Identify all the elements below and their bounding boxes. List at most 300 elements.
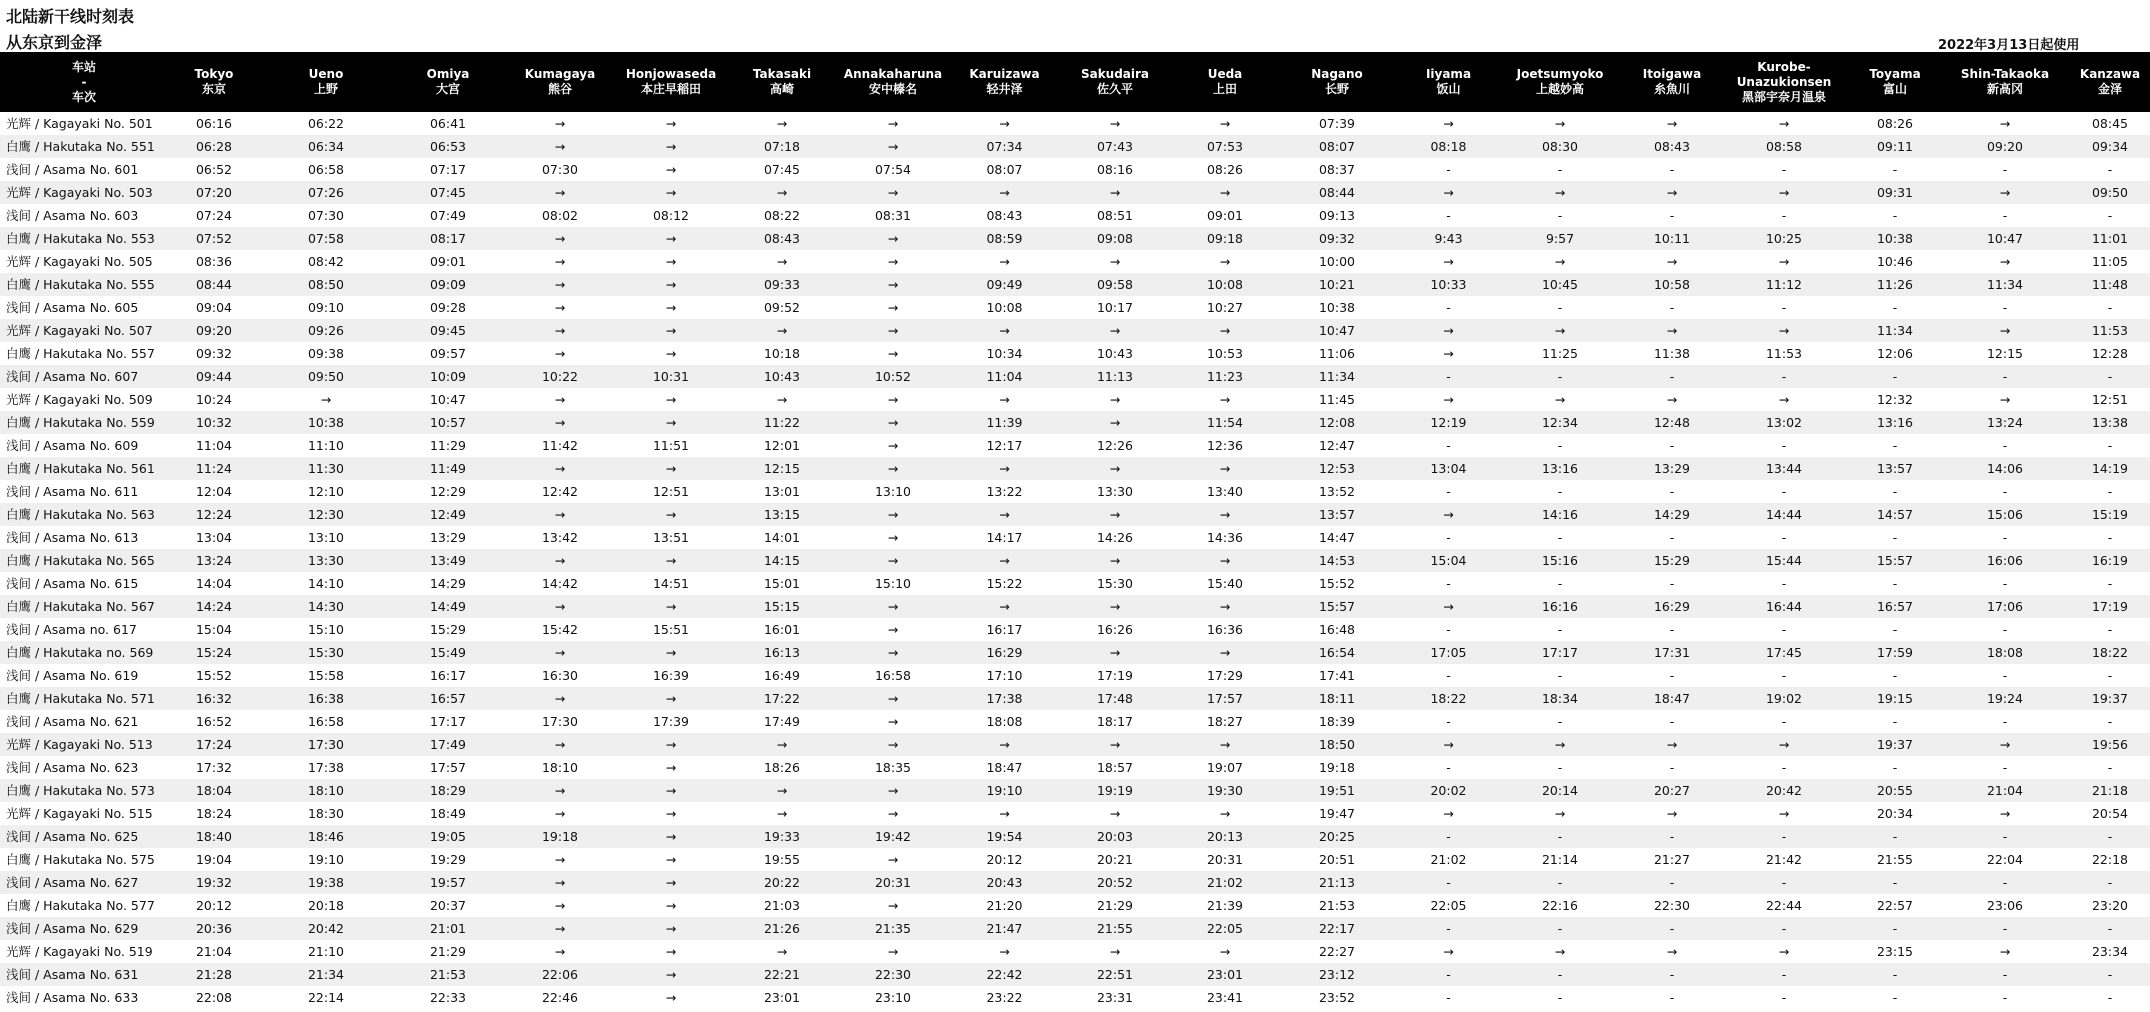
time-cell: → (1666, 116, 1678, 131)
time-cell: 12:01 (763, 438, 801, 453)
table-row (0, 894, 2150, 917)
time-cell: 12:47 (1318, 438, 1356, 453)
time-cell: 20:42 (1728, 779, 1840, 802)
time-cell: 18:30 (307, 806, 345, 821)
train-name: 光辉 / Kagayaki No. 501 (6, 116, 153, 131)
time-cell: → (616, 411, 726, 434)
station-name-zh: 糸魚川 (1653, 82, 1690, 96)
time-cell: 11:23 (1169, 365, 1281, 388)
time-cell: 14:51 (652, 576, 690, 591)
time-cell: 12:28 (2091, 346, 2129, 361)
time-cell: → (665, 254, 677, 269)
station-name-en: Honjowaseda (625, 67, 717, 81)
table-row (0, 986, 2150, 1009)
time-cell: → (887, 392, 899, 407)
time-cell: → (1504, 181, 1616, 204)
time-cell: 16:36 (1206, 622, 1244, 637)
time-cell: 10:33 (1393, 273, 1504, 296)
time-cell: 21:14 (1541, 852, 1579, 867)
time-cell: - (1840, 917, 1950, 940)
time-cell: 16:19 (2060, 549, 2150, 572)
time-cell: → (1169, 595, 1281, 618)
time-cell: 17:38 (307, 760, 345, 775)
header-row (0, 52, 2150, 112)
time-cell: 19:29 (429, 852, 467, 867)
time-cell: 18:49 (429, 806, 467, 821)
time-cell: → (1169, 733, 1281, 756)
time-cell: 17:32 (195, 760, 233, 775)
time-cell: → (1169, 319, 1281, 342)
time-cell: → (1061, 457, 1169, 480)
time-cell: 07:58 (260, 227, 392, 250)
page-title: 北陆新干线时刻表 (6, 7, 135, 26)
time-cell: → (665, 944, 677, 959)
time-cell: 16:01 (763, 622, 801, 637)
time-cell: 21:29 (1096, 898, 1134, 913)
time-cell: → (1778, 944, 1790, 959)
table-row (0, 733, 2150, 756)
station-header (260, 52, 392, 112)
time-cell: 21:02 (1430, 852, 1467, 867)
time-cell: 10:43 (1096, 346, 1134, 361)
time-cell: - (1446, 438, 1451, 453)
time-cell: - (2002, 714, 2008, 729)
time-cell: 11:51 (652, 438, 690, 453)
time-cell: 10:46 (1876, 254, 1914, 269)
time-cell: 21:10 (307, 944, 345, 959)
time-cell: → (554, 898, 566, 913)
time-cell: - (1393, 871, 1504, 894)
time-cell: → (1443, 346, 1454, 361)
time-cell: 14:17 (986, 530, 1023, 545)
time-cell: 20:25 (1281, 825, 1393, 848)
time-cell: 09:10 (307, 300, 345, 315)
time-cell: 15:30 (260, 641, 392, 664)
time-cell: 07:30 (541, 162, 579, 177)
time-cell: 19:04 (195, 852, 233, 867)
time-cell: - (1446, 162, 1451, 177)
time-cell: - (1669, 162, 1675, 177)
time-cell: 08:50 (260, 273, 392, 296)
time-cell: 13:04 (1393, 457, 1504, 480)
time-cell: 17:06 (1950, 595, 2060, 618)
time-cell: 11:45 (1318, 392, 1356, 407)
time-cell: 15:10 (307, 622, 345, 637)
time-cell: 22:42 (948, 963, 1061, 986)
time-cell: 09:38 (307, 346, 345, 361)
time-cell: 10:09 (392, 365, 504, 388)
train-name: 白鹰 / Hakutaka No. 573 (0, 779, 168, 802)
station-header (1840, 52, 1950, 112)
time-cell: 07:54 (874, 162, 912, 177)
train-name: 光辉 / Kagayaki No. 515 (6, 806, 153, 821)
time-cell: 08:17 (392, 227, 504, 250)
station-name-en: Kurobe-Unazukionsen (1736, 59, 1832, 89)
table-row (0, 227, 2150, 250)
corner-mid: - (81, 74, 87, 89)
time-cell: - (1892, 438, 1898, 453)
time-cell: 18:11 (1281, 687, 1393, 710)
time-cell: 12:51 (2091, 392, 2129, 407)
time-cell: 11:25 (1541, 346, 1579, 361)
time-cell: 20:14 (1504, 779, 1616, 802)
time-cell: 18:08 (986, 714, 1023, 729)
time-cell: 18:29 (392, 779, 504, 802)
time-cell: - (2002, 990, 2008, 1005)
time-cell: 20:12 (195, 898, 233, 913)
time-cell: 18:04 (168, 779, 260, 802)
time-cell: 21:34 (260, 963, 392, 986)
time-cell: - (1781, 300, 1787, 315)
time-cell: → (504, 181, 616, 204)
train-name: 白鹰 / Hakutaka No. 577 (6, 898, 155, 913)
table-row (0, 871, 2150, 894)
time-cell: 13:01 (763, 484, 801, 499)
time-cell: - (1504, 917, 1616, 940)
table-row (0, 595, 2150, 618)
time-cell: → (838, 227, 948, 250)
train-name: 浅间 / Asama No. 623 (6, 760, 139, 775)
time-cell: 14:24 (168, 595, 260, 618)
time-cell: → (616, 641, 726, 664)
time-cell: 23:01 (1169, 963, 1281, 986)
time-cell: - (2060, 871, 2150, 894)
time-cell: 10:22 (504, 365, 616, 388)
time-cell: → (504, 457, 616, 480)
time-cell: 13:15 (726, 503, 838, 526)
time-cell: → (1504, 733, 1616, 756)
train-name: 浅间 / Asama No. 627 (0, 871, 168, 894)
time-cell: → (838, 273, 948, 296)
station-name-zh: 新高冈 (1986, 82, 2023, 96)
time-cell: - (1669, 576, 1675, 591)
time-cell: - (1616, 917, 1728, 940)
time-cell: → (554, 116, 566, 131)
page-subtitle: 从东京到金泽 (6, 33, 103, 52)
time-cell: 13:57 (1840, 457, 1950, 480)
time-cell: - (1892, 990, 1898, 1005)
time-cell: 09:44 (168, 365, 260, 388)
time-cell: 17:45 (1728, 641, 1840, 664)
time-cell: - (2107, 990, 2113, 1005)
time-cell: 17:19 (1096, 668, 1134, 683)
time-cell: 11:30 (260, 457, 392, 480)
time-cell: 08:12 (652, 208, 690, 223)
train-name: 光辉 / Kagayaki No. 503 (0, 181, 168, 204)
time-cell: → (726, 319, 838, 342)
time-cell: - (1504, 871, 1616, 894)
time-cell: - (1557, 208, 1563, 223)
time-cell: 22:21 (726, 963, 838, 986)
time-cell: → (1219, 392, 1231, 407)
time-cell: 14:01 (763, 530, 801, 545)
time-cell: 07:53 (1169, 135, 1281, 158)
time-cell: 15:40 (1206, 576, 1244, 591)
time-cell: - (2002, 622, 2008, 637)
time-cell: → (776, 944, 788, 959)
time-cell: 09:45 (392, 319, 504, 342)
time-cell: 21:20 (986, 898, 1023, 913)
time-cell: 08:30 (1504, 135, 1616, 158)
train-name: 白鹰 / Hakutaka No. 555 (0, 273, 168, 296)
time-cell: 09:32 (1281, 227, 1393, 250)
time-cell: 19:05 (392, 825, 504, 848)
time-cell: 15:30 (1096, 576, 1134, 591)
train-name: 光辉 / Kagayaki No. 519 (6, 944, 153, 959)
time-cell: - (1781, 162, 1787, 177)
time-cell: → (1109, 944, 1121, 959)
time-cell: 22:51 (1061, 963, 1169, 986)
time-cell: 09:49 (948, 273, 1061, 296)
time-cell: → (838, 687, 948, 710)
time-cell: 22:27 (1318, 944, 1356, 959)
time-cell: → (1728, 319, 1840, 342)
time-cell: 18:47 (1616, 687, 1728, 710)
time-cell: - (1728, 825, 1840, 848)
time-cell: → (948, 549, 1061, 572)
time-cell: 13:10 (874, 484, 912, 499)
time-cell: 10:08 (986, 300, 1023, 315)
time-cell: - (1446, 484, 1451, 499)
time-cell: 19:18 (1318, 760, 1356, 775)
time-cell: - (1781, 484, 1787, 499)
time-cell: 17:49 (763, 714, 801, 729)
time-cell: → (887, 300, 899, 315)
station-header (392, 52, 504, 112)
time-cell: → (665, 162, 677, 177)
time-cell: → (776, 116, 788, 131)
timetable (0, 52, 2150, 1009)
time-cell: - (1950, 917, 2060, 940)
time-cell: 10:43 (726, 365, 838, 388)
time-cell: → (1999, 392, 2011, 407)
train-name: 白鹰 / Hakutaka No. 561 (0, 457, 168, 480)
time-cell: 14:57 (1840, 503, 1950, 526)
time-cell: 18:26 (763, 760, 801, 775)
time-cell: 08:51 (1096, 208, 1134, 223)
time-cell: 20:55 (1840, 779, 1950, 802)
time-cell: 12:24 (168, 503, 260, 526)
time-cell: → (1393, 733, 1504, 756)
train-name: 浅间 / Asama No. 601 (6, 162, 139, 177)
station-name-en: Kanzawa (2079, 67, 2141, 81)
time-cell: → (1061, 733, 1169, 756)
time-cell: 18:17 (1096, 714, 1134, 729)
time-cell: → (838, 319, 948, 342)
table-row (0, 917, 2150, 940)
time-cell: → (554, 300, 566, 315)
time-cell: → (1504, 319, 1616, 342)
time-cell: → (1616, 733, 1728, 756)
time-cell: - (1557, 714, 1563, 729)
time-cell: - (1892, 530, 1898, 545)
station-name-zh: 金泽 (2097, 82, 2122, 96)
time-cell: → (1393, 595, 1504, 618)
time-cell: 15:52 (1318, 576, 1356, 591)
time-cell: - (1557, 576, 1563, 591)
time-cell: → (999, 254, 1010, 269)
time-cell: → (887, 116, 899, 131)
table-row (0, 296, 2150, 319)
time-cell: 11:42 (541, 438, 579, 453)
time-cell: → (838, 733, 948, 756)
time-cell: 13:30 (260, 549, 392, 572)
time-cell: 10:31 (616, 365, 726, 388)
time-cell: 15:58 (307, 668, 345, 683)
train-name: 浅间 / Asama No. 633 (6, 990, 139, 1005)
time-cell: 11:13 (1061, 365, 1169, 388)
time-cell: 08:44 (168, 273, 260, 296)
time-cell: - (1446, 300, 1451, 315)
time-cell: 21:35 (838, 917, 948, 940)
time-cell: 12:48 (1616, 411, 1728, 434)
station-name-en: Kumagaya (524, 67, 596, 81)
time-cell: → (665, 760, 677, 775)
time-cell: 21:04 (195, 944, 233, 959)
time-cell: 09:28 (429, 300, 467, 315)
time-cell: → (838, 457, 948, 480)
time-cell: → (616, 963, 726, 986)
time-cell: 08:59 (948, 227, 1061, 250)
train-name: 光辉 / Kagayaki No. 507 (0, 319, 168, 342)
time-cell: 17:10 (986, 668, 1023, 683)
time-cell: 12:06 (1876, 346, 1914, 361)
time-cell: 16:16 (1504, 595, 1616, 618)
time-cell: 21:29 (429, 944, 467, 959)
time-cell: → (665, 990, 677, 1005)
time-cell: → (1061, 641, 1169, 664)
time-cell: → (1554, 944, 1566, 959)
time-cell: 23:10 (874, 990, 912, 1005)
time-cell: 11:39 (948, 411, 1061, 434)
time-cell: 11:10 (307, 438, 345, 453)
time-cell: → (1169, 457, 1281, 480)
time-cell: - (1446, 622, 1451, 637)
time-cell: 22:14 (307, 990, 345, 1005)
time-cell: - (1557, 484, 1563, 499)
table-row (0, 365, 2150, 388)
time-cell: → (1778, 254, 1790, 269)
time-cell: 15:57 (1281, 595, 1393, 618)
time-cell: - (1393, 963, 1504, 986)
time-cell: 12:42 (541, 484, 579, 499)
station-name-zh: 上野 (313, 82, 338, 96)
time-cell: 11:06 (1318, 346, 1356, 361)
time-cell: 19:02 (1728, 687, 1840, 710)
time-cell: 17:31 (1616, 641, 1728, 664)
time-cell: 12:49 (392, 503, 504, 526)
time-cell: 20:03 (1061, 825, 1169, 848)
time-cell: → (616, 503, 726, 526)
time-cell: → (1219, 806, 1231, 821)
time-cell: 17:19 (2060, 595, 2150, 618)
train-name: 浅间 / Asama No. 631 (0, 963, 168, 986)
time-cell: 11:04 (948, 365, 1061, 388)
time-cell: → (616, 687, 726, 710)
time-cell: 07:30 (307, 208, 345, 223)
time-cell: - (1781, 760, 1787, 775)
time-cell: - (1781, 622, 1787, 637)
time-cell: 21:47 (948, 917, 1061, 940)
time-cell: → (999, 392, 1010, 407)
time-cell: 19:18 (504, 825, 616, 848)
time-cell: → (504, 779, 616, 802)
time-cell: 21:03 (763, 898, 801, 913)
train-name: 浅间 / Asama No. 621 (6, 714, 139, 729)
time-cell: → (726, 181, 838, 204)
time-cell: 18:08 (1950, 641, 2060, 664)
time-cell: - (1616, 825, 1728, 848)
time-cell: → (1443, 944, 1454, 959)
time-cell: 23:01 (763, 990, 801, 1005)
timetable-body (0, 112, 2150, 1009)
time-cell: 07:45 (392, 181, 504, 204)
time-cell: → (1443, 116, 1454, 131)
train-name: 浅间 / Asama No. 605 (6, 300, 139, 315)
station-name-en: Ueda (1207, 67, 1243, 81)
time-cell: - (1950, 825, 2060, 848)
time-cell: 18:24 (195, 806, 233, 821)
time-cell: 06:41 (429, 116, 467, 131)
time-cell: - (2002, 438, 2008, 453)
station-name-zh: 饭山 (1436, 82, 1461, 96)
time-cell: 06:53 (392, 135, 504, 158)
time-cell: 16:29 (948, 641, 1061, 664)
time-cell: → (999, 944, 1010, 959)
time-cell: 20:02 (1393, 779, 1504, 802)
time-cell: 19:51 (1281, 779, 1393, 802)
time-cell: → (999, 806, 1010, 821)
time-cell: - (1950, 365, 2060, 388)
time-cell: 13:29 (429, 530, 467, 545)
time-cell: 12:53 (1281, 457, 1393, 480)
time-cell: - (2107, 300, 2113, 315)
time-cell: 21:28 (168, 963, 260, 986)
time-cell: 07:49 (429, 208, 467, 223)
time-cell: → (1443, 254, 1454, 269)
time-cell: - (1557, 622, 1563, 637)
train-name: 浅间 / Asama No. 603 (6, 208, 139, 223)
time-cell: 19:55 (763, 852, 801, 867)
time-cell: 11:24 (168, 457, 260, 480)
station-name-zh: 轻井泽 (986, 82, 1023, 96)
time-cell: 22:30 (1653, 898, 1691, 913)
time-cell: 18:35 (874, 760, 912, 775)
table-row (0, 158, 2150, 181)
time-cell: 14:15 (726, 549, 838, 572)
station-name-zh: 东京 (201, 82, 226, 96)
time-cell: 19:47 (1318, 806, 1356, 821)
time-cell: - (1892, 300, 1898, 315)
time-cell: 09:34 (2060, 135, 2150, 158)
time-cell: 14:36 (1206, 530, 1244, 545)
time-cell: - (1781, 530, 1787, 545)
corner-top: 车站 (71, 59, 96, 74)
time-cell: 11:34 (1281, 365, 1393, 388)
station-name-en: Iiyama (1425, 67, 1472, 81)
time-cell: 19:56 (2060, 733, 2150, 756)
time-cell: → (1061, 181, 1169, 204)
time-cell: 19:37 (2060, 687, 2150, 710)
table-row (0, 250, 2150, 273)
time-cell: → (887, 254, 899, 269)
time-cell: → (504, 227, 616, 250)
time-cell: - (1669, 760, 1675, 775)
time-cell: - (1446, 990, 1451, 1005)
time-cell: → (887, 806, 899, 821)
time-cell: 10:47 (429, 392, 467, 407)
time-cell: 07:17 (429, 162, 467, 177)
